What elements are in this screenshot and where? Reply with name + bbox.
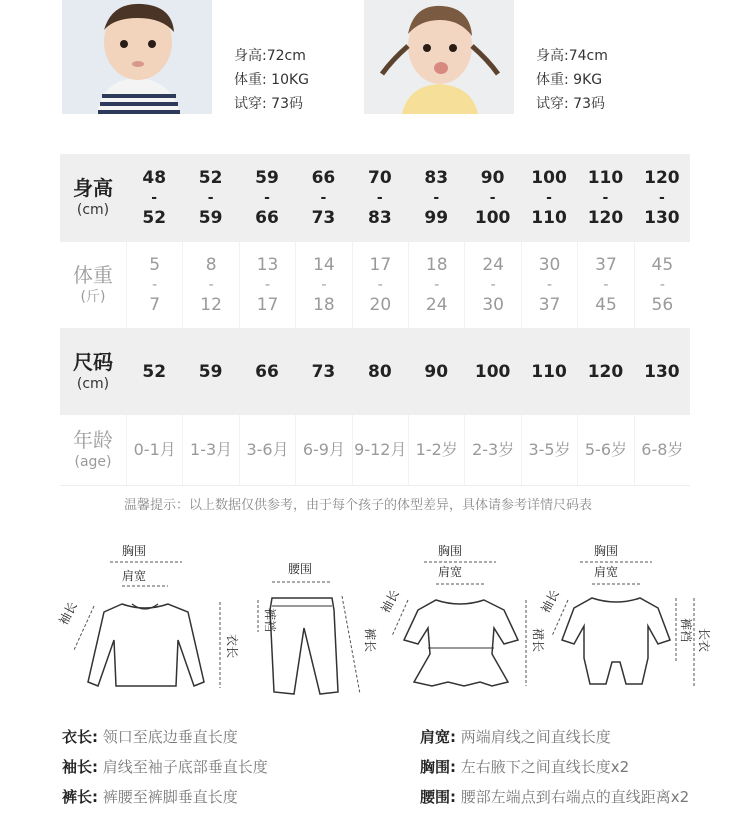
age-row <box>60 415 690 486</box>
size_row-cell: 80 <box>367 362 392 382</box>
dress-chest-label: 胸围 <box>438 544 463 558</box>
def-sleeve-desc: 肩线至袖子底部垂直长度 <box>102 758 268 776</box>
weight-row-header <box>60 242 126 328</box>
def-top-length-desc: 领口至底边垂直长度 <box>102 728 238 746</box>
height_row-max: 99 <box>424 208 449 228</box>
range-dash: - <box>603 277 609 293</box>
size_row-cell: 110 <box>531 362 567 382</box>
boy-model-stats <box>234 44 309 116</box>
weight_row-cell <box>634 242 690 328</box>
height_row-min: 90 <box>480 168 505 188</box>
height_row-min: 59 <box>255 168 279 188</box>
height_row-min: 66 <box>311 168 336 188</box>
weight_row-cell <box>408 242 464 328</box>
range-dash: - <box>658 190 665 206</box>
weight_row-max: 45 <box>595 295 617 315</box>
romper-measure-diagram <box>538 536 711 706</box>
height_row-cell <box>577 154 633 242</box>
weight_row-cell <box>239 242 295 328</box>
pants-length-label: 裤长 <box>363 628 377 653</box>
romper-chest-label: 胸围 <box>594 544 619 558</box>
size_row-cell: 59 <box>198 362 223 382</box>
age_row-cell: 1-2岁 <box>408 415 464 485</box>
height_row-max: 130 <box>644 208 680 228</box>
weight_row-min: 24 <box>482 255 504 275</box>
weight_row-max: 17 <box>256 295 279 315</box>
age_row-cell: 5-6岁 <box>577 415 633 485</box>
size_row-cell: 52 <box>142 362 167 382</box>
weight-row-unit: (斤) <box>80 289 106 305</box>
range-dash: - <box>602 190 609 206</box>
height_row-max: 73 <box>311 208 336 228</box>
range-dash: - <box>152 277 158 293</box>
boy-weight: 体重: 10KG <box>234 72 310 88</box>
size-row <box>60 329 690 415</box>
girl-tryon: 试穿: 73码 <box>536 96 605 112</box>
size-table <box>60 154 690 486</box>
measurement-definitions <box>62 722 712 812</box>
size_row-cell: 120 <box>587 362 624 382</box>
weight_row-min: 14 <box>313 255 335 275</box>
weight_row-cell <box>464 242 520 328</box>
weight_row-max: 56 <box>651 295 674 315</box>
weight_row-cell <box>352 242 408 328</box>
weight_row-min: 30 <box>538 255 561 275</box>
dress-sleeve-label: 袖长 <box>378 587 402 616</box>
range-dash: - <box>151 190 158 206</box>
pants-waist-label: 腰围 <box>288 562 313 576</box>
height-row-label: 身高 <box>73 176 113 200</box>
weight_row-max: 24 <box>425 295 448 315</box>
height-row-unit: (cm) <box>76 202 110 218</box>
top-measure-diagram <box>56 536 239 706</box>
def-pants-length-term: 裤长: <box>62 788 98 806</box>
boy-height: 身高:72cm <box>234 48 306 64</box>
weight_row-max: 37 <box>538 295 561 315</box>
height_row-cell <box>521 154 577 242</box>
height_row-cell <box>239 154 295 242</box>
top-length-label: 衣长 <box>225 634 239 659</box>
height_row-max: 100 <box>474 208 511 228</box>
weight_row-cell <box>126 242 182 328</box>
height_row-min: 100 <box>531 168 567 188</box>
top-sleeve-label: 袖长 <box>56 599 80 628</box>
height_row-cell <box>634 154 690 242</box>
age_row-cell: 3-5岁 <box>521 415 577 485</box>
boy-illustration <box>62 0 212 114</box>
height_row-max: 120 <box>587 208 624 228</box>
girl-illustration <box>364 0 514 114</box>
size-guide-page <box>24 0 726 821</box>
age-row-label: 年龄 <box>73 428 113 452</box>
size-row-header <box>60 329 126 415</box>
weight_row-cell <box>182 242 238 328</box>
height_row-cell <box>126 154 182 242</box>
height_row-cell <box>464 154 520 242</box>
pants-measure-diagram <box>224 536 377 706</box>
size_row-cell: 130 <box>644 362 680 382</box>
range-dash: - <box>208 277 214 293</box>
def-waist-term: 腰围: <box>420 788 456 806</box>
pants-crotch-label: 裤裆 <box>263 608 277 633</box>
range-dash: - <box>546 190 552 206</box>
range-dash: - <box>207 190 214 206</box>
range-dash: - <box>377 277 383 293</box>
boy-model-photo <box>62 0 212 114</box>
girl-model-photo <box>364 0 514 114</box>
range-dash: - <box>490 277 496 293</box>
weight_row-min: 18 <box>425 255 448 275</box>
height_row-min: 120 <box>644 168 680 188</box>
definition-row <box>62 722 712 752</box>
age_row-cell: 2-3岁 <box>464 415 520 485</box>
weight_row-min: 8 <box>205 255 217 275</box>
range-dash: - <box>547 277 553 293</box>
girl-model-stats <box>536 44 608 116</box>
weight-row-label: 体重 <box>73 263 113 287</box>
size-row-unit: (cm) <box>76 376 110 392</box>
height_row-min: 83 <box>424 168 449 188</box>
romper-shoulder-label: 肩宽 <box>594 565 619 579</box>
age_row-cell: 0-1月 <box>126 415 182 485</box>
age_row-cell: 9-12月 <box>352 415 408 485</box>
romper-sleeve-label: 袖长 <box>538 587 562 616</box>
range-dash: - <box>434 277 440 293</box>
height-row-header <box>60 154 126 242</box>
age_row-cell: 1-3月 <box>182 415 238 485</box>
dress-shoulder-label: 肩宽 <box>438 565 463 579</box>
height_row-max: 66 <box>255 208 279 228</box>
age_row-cell: 6-8岁 <box>634 415 690 485</box>
def-chest-desc: 左右腋下之间直线长度x2 <box>460 758 630 776</box>
range-dash: - <box>433 190 440 206</box>
height_row-cell <box>408 154 464 242</box>
girl-height: 身高:74cm <box>536 48 608 64</box>
age_row-cell: 3-6月 <box>239 415 295 485</box>
size_row-cell: 66 <box>255 362 279 382</box>
height_row-cell <box>182 154 238 242</box>
range-dash: - <box>376 190 383 206</box>
height_row-cell <box>352 154 408 242</box>
range-dash: - <box>659 277 665 293</box>
height_row-max: 110 <box>531 208 567 228</box>
def-waist-desc: 腰部左端点到右端点的直线距离x2 <box>460 788 690 806</box>
age-row-header <box>60 415 126 485</box>
top-shoulder-label: 肩宽 <box>122 569 147 583</box>
def-pants-length-desc: 裤腰至裤脚垂直长度 <box>102 788 238 806</box>
dress-length-label: 裙长 <box>531 628 545 653</box>
def-top-length-term: 衣长: <box>62 728 98 746</box>
romper-length-label: 长衣 <box>697 628 711 653</box>
size_row-cell: 90 <box>424 362 449 382</box>
range-dash: - <box>320 190 327 206</box>
height_row-max: 83 <box>367 208 392 228</box>
weight_row-max: 7 <box>149 295 161 315</box>
weight_row-max: 12 <box>200 295 222 315</box>
definition-row <box>62 782 712 812</box>
range-dash: - <box>264 277 271 293</box>
weight_row-min: 37 <box>595 255 617 275</box>
weight_row-min: 45 <box>651 255 674 275</box>
boy-tryon: 试穿: 73码 <box>234 96 303 112</box>
age-row-unit: (age) <box>74 454 112 470</box>
height_row-min: 48 <box>142 168 167 188</box>
weight_row-min: 5 <box>149 255 161 275</box>
weight_row-cell <box>295 242 351 328</box>
height_row-min: 70 <box>367 168 392 188</box>
weight_row-min: 17 <box>369 255 392 275</box>
range-dash: - <box>489 190 496 206</box>
size_row-cell: 73 <box>311 362 336 382</box>
range-dash: - <box>264 190 270 206</box>
size-row-label: 尺码 <box>73 350 113 374</box>
size_row-cell: 100 <box>474 362 511 382</box>
weight_row-max: 20 <box>369 295 392 315</box>
weight_row-cell <box>521 242 577 328</box>
weight_row-cell <box>577 242 633 328</box>
weight_row-max: 30 <box>482 295 504 315</box>
height_row-max: 52 <box>142 208 167 228</box>
size-tip: 温馨提示：以上数据仅供参考，由于每个孩子的体型差异，具体请参考详情尺码表 <box>124 498 593 513</box>
weight-row <box>60 242 690 329</box>
def-shoulder-desc: 两端肩线之间直线长度 <box>460 728 611 746</box>
height_row-min: 52 <box>198 168 223 188</box>
romper-crotch-label: 裤裆 <box>679 618 693 643</box>
height-row <box>60 154 690 242</box>
weight_row-max: 18 <box>313 295 335 315</box>
height_row-cell <box>295 154 351 242</box>
dress-measure-diagram <box>380 536 550 706</box>
height_row-min: 110 <box>587 168 624 188</box>
def-sleeve-term: 袖长: <box>62 758 98 776</box>
age_row-cell: 6-9月 <box>295 415 351 485</box>
definition-row <box>62 752 712 782</box>
height_row-max: 59 <box>198 208 223 228</box>
girl-weight: 体重: 9KG <box>536 72 603 88</box>
def-shoulder-term: 肩宽: <box>420 728 456 746</box>
top-chest-label: 胸围 <box>122 544 147 558</box>
def-chest-term: 胸围: <box>420 758 456 776</box>
weight_row-min: 13 <box>256 255 279 275</box>
range-dash: - <box>321 277 327 293</box>
